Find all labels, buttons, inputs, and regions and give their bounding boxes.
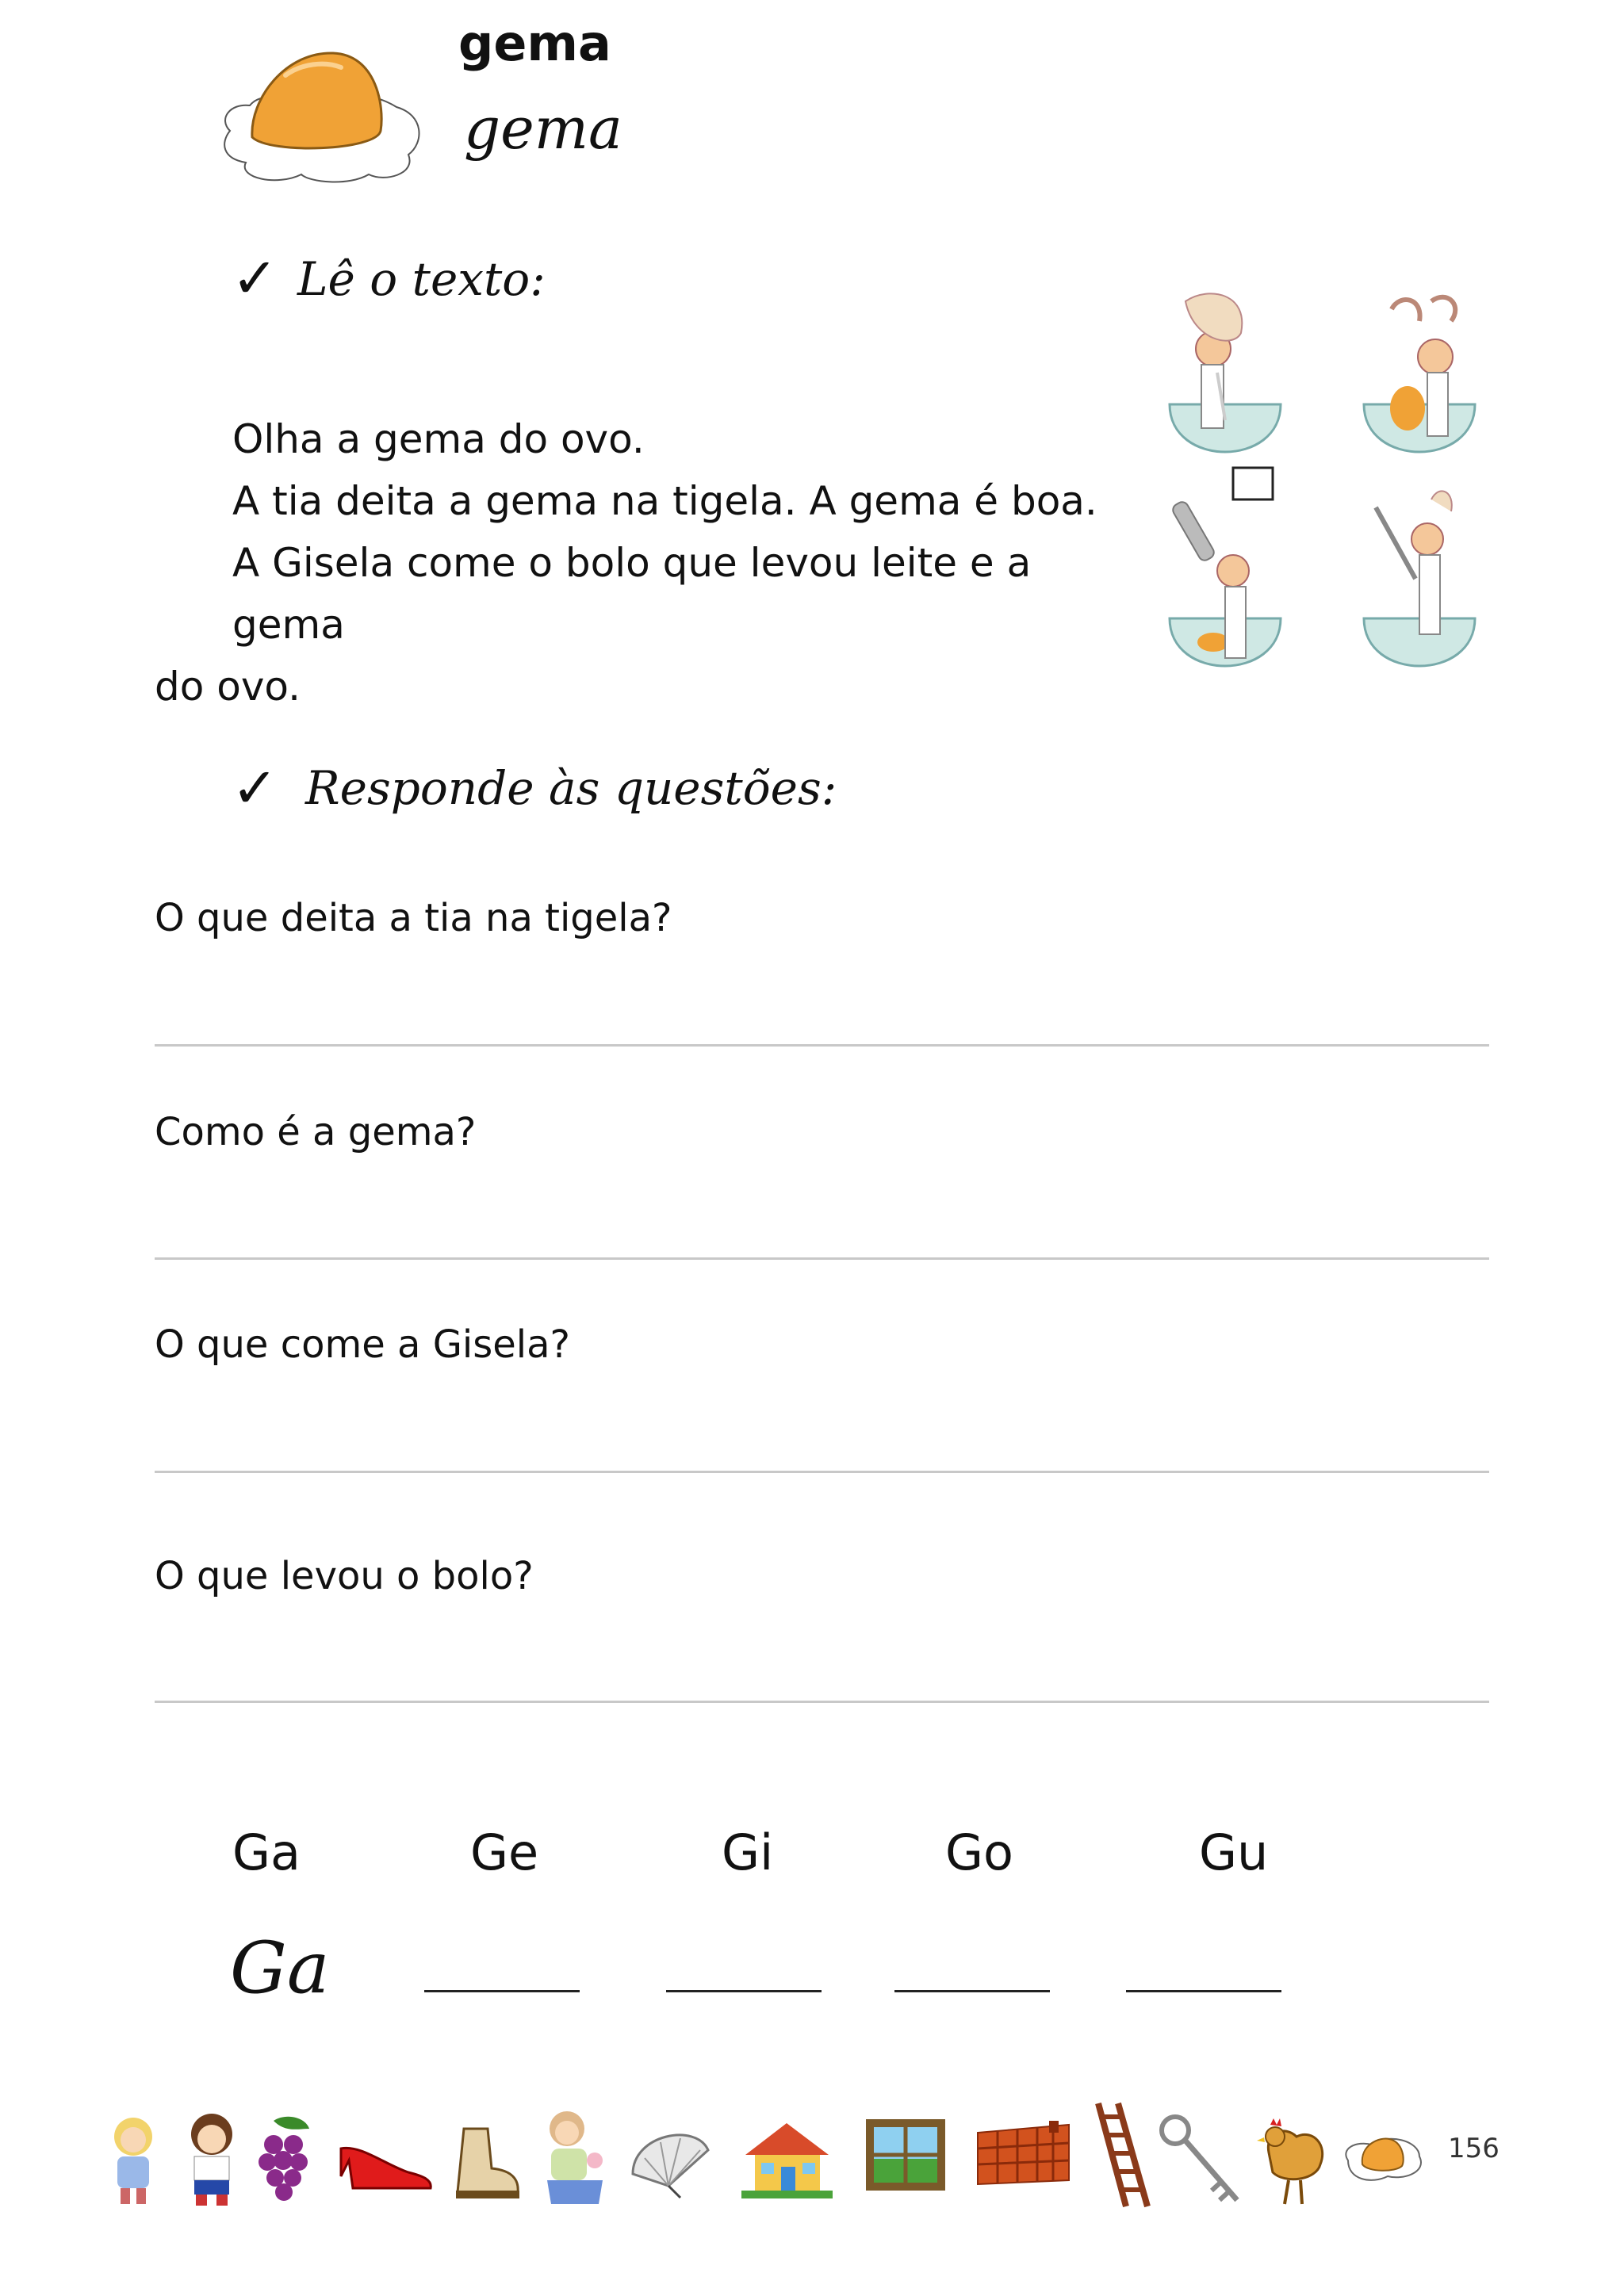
- reading-paragraph: [155, 408, 1146, 718]
- chef-panel: [1364, 491, 1475, 666]
- answer-line-4[interactable]: [155, 1701, 1489, 1703]
- answer-line-1[interactable]: [155, 1044, 1489, 1047]
- egg-yolk-illustration: [214, 44, 428, 186]
- check-mark-icon: ✓: [232, 756, 278, 821]
- chef-panel: [1170, 293, 1281, 452]
- questions-section-title: Responde às questões:: [305, 761, 837, 815]
- cursive-syllable-ga: Ga: [230, 1927, 330, 2010]
- boy-icon: [178, 2109, 246, 2208]
- question-2: Como é a gema?: [155, 1110, 477, 1154]
- writing-blank-gu[interactable]: [1126, 1990, 1281, 1992]
- egg-yolk-icon: [1340, 2125, 1427, 2188]
- syllable-gu: Gu: [1199, 1823, 1269, 1881]
- red-shoe-icon: [337, 2129, 436, 2196]
- doll-icon: [102, 2113, 165, 2208]
- ladder-icon: [1090, 2099, 1154, 2210]
- answer-line-3[interactable]: [155, 1471, 1489, 1473]
- syllable-ge: Ge: [470, 1823, 539, 1881]
- grapes-icon: [250, 2113, 321, 2204]
- writing-blank-gi[interactable]: [666, 1990, 822, 1992]
- writing-blank-go[interactable]: [894, 1990, 1050, 1992]
- question-4: O que levou o bolo?: [155, 1554, 534, 1598]
- answer-line-2[interactable]: [155, 1257, 1489, 1260]
- chef-panel: [1364, 297, 1475, 452]
- question-1: O que deita a tia na tigela?: [155, 896, 672, 940]
- read-section-title: Lê o texto:: [297, 252, 546, 306]
- house-icon: [737, 2115, 837, 2202]
- check-mark-icon: ✓: [232, 246, 278, 311]
- syllable-ga: Ga: [232, 1823, 301, 1881]
- paragraph-line: A Gisela come o bolo que levou leite e a gema: [232, 540, 1032, 648]
- key-icon: [1158, 2113, 1245, 2208]
- roof-tiles-icon: [974, 2121, 1073, 2188]
- page-number: 156: [1448, 2133, 1500, 2164]
- paragraph-line: do ovo.: [155, 664, 301, 710]
- hen-icon: [1253, 2109, 1332, 2208]
- paragraph-line: A tia deita a gema na tigela. A gema é boa.: [232, 478, 1097, 524]
- title-word-cursive: gema: [464, 95, 622, 162]
- window-icon: [862, 2115, 949, 2195]
- writing-blank-ge[interactable]: [424, 1990, 580, 1992]
- fan-icon: [625, 2118, 716, 2202]
- kneeling-child-icon: [527, 2105, 615, 2212]
- question-3: O que come a Gisela?: [155, 1322, 570, 1367]
- chef-cooking-illustration: [1138, 285, 1511, 706]
- chef-panel: [1170, 468, 1281, 666]
- paragraph-line: Olha a gema do ovo.: [232, 416, 645, 462]
- title-word-print: gema: [458, 14, 611, 72]
- syllable-go: Go: [945, 1823, 1013, 1881]
- syllable-gi: Gi: [722, 1823, 774, 1881]
- boot-icon: [448, 2121, 523, 2204]
